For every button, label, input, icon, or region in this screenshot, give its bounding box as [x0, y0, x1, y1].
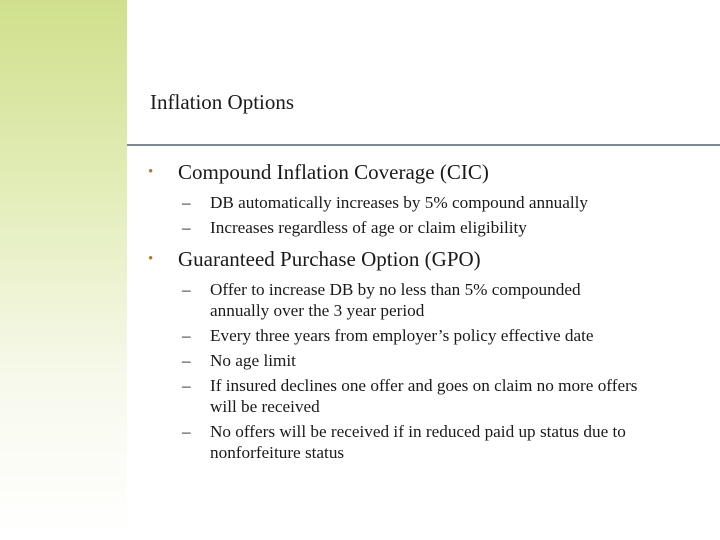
dash-icon: –: [182, 218, 191, 237]
sub-item-text: No offers will be received if in reduced paid up status due to nonforfeiture status: [210, 422, 626, 462]
sub-item: [148, 350, 630, 371]
sub-item: [148, 421, 670, 463]
sub-item: [148, 375, 660, 417]
title-divider: [127, 144, 720, 146]
sub-item: [148, 279, 630, 321]
bullet-text: Compound Inflation Coverage (CIC): [178, 160, 489, 184]
sub-item: [148, 217, 670, 238]
bullet-item: [148, 160, 708, 184]
sub-item-text: Every three years from employer’s policy effective date: [210, 326, 594, 345]
sub-list: [148, 192, 708, 238]
sub-item: [148, 192, 635, 213]
sub-item: [148, 325, 620, 346]
bullet-dot-icon: •: [148, 164, 154, 180]
sub-item-text: DB automatically increases by 5% compound annually: [210, 193, 589, 212]
dash-icon: –: [182, 326, 191, 345]
bullet-item: [148, 247, 708, 271]
dash-icon: –: [182, 422, 191, 441]
bullet-text: Guaranteed Purchase Option (GPO): [178, 247, 481, 271]
slide-content: [148, 160, 708, 472]
bullet-dot-icon: •: [148, 251, 154, 267]
sub-item-text: Increases regardless of age or claim eligibility: [210, 218, 527, 237]
accent-side-bar: [0, 0, 127, 540]
dash-icon: –: [182, 351, 191, 370]
sub-list: [148, 279, 708, 463]
sub-item-text: If insured declines one offer and goes on claim no more offers will be received: [210, 376, 638, 416]
sub-item-text: No age limit: [210, 351, 296, 370]
dash-icon: –: [182, 280, 191, 299]
slide-title: Inflation Options: [150, 90, 295, 114]
dash-icon: –: [182, 376, 191, 395]
dash-icon: –: [182, 193, 191, 212]
sub-item-text: Offer to increase DB by no less than 5% compounded annually over the 3 year period: [210, 280, 581, 320]
